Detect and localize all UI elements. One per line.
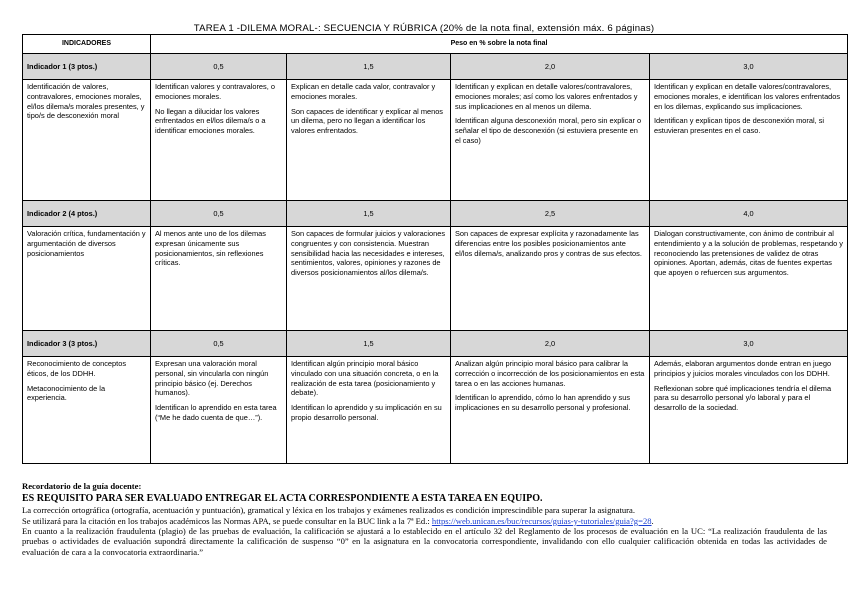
spelling-note: La corrección ortográfica (ortografía, acentuación y puntuación), gramatical y léxica en los trabajos y exámenes realizados es condición imprescindible para superar la asignatura. — [22, 505, 635, 516]
score-cell: 2,0 — [451, 331, 650, 357]
footer-heading: Recordatorio de la guía docente: — [22, 481, 142, 491]
plagiarism-note: En cuanto a la realización fraudulenta (plagio) de las pruebas de evaluación, la calificación se ajustará a lo establecido en el artículo 32 del Reglamento de los procesos de evaluación en la UC: “La realización fraudulenta de las pruebas o actividades de evaluación supondrá directamente la calificación de suspenso “0” en la asignatura en la convocatoria correspondiente, invalidando con ello cualquier calificación obtenida en todas las actividades de evaluación de cara a la convocatoria extraordinaria.” — [22, 525, 827, 557]
score-cell: 2,5 — [451, 201, 650, 227]
level-cell: Al menos ante uno de los dilemas expresan únicamente sus posicionamientos, sin reflexiones críticas. — [151, 227, 287, 331]
indicator-1-score-row — [23, 54, 848, 80]
level-cell: Expresan una valoración moral personal, sin vincularla con ningún principio básico (ej. Derechos humanos). Identifican lo aprendido en esta tarea (“Me he dado cuenta de que…”). — [151, 357, 287, 464]
indicator-description: Valoración crítica, fundamentación y argumentación de diversos posicionamientos — [23, 227, 151, 331]
indicator-3-criteria-row — [23, 357, 848, 464]
level-cell: Identifican algún principio moral básico vinculado con una situación concreta, o en la realización de esta tarea (posicionamiento y debate). Identifican lo aprendido y su implicación en su propio desarrollo personal. — [287, 357, 451, 464]
score-cell: 2,0 — [451, 54, 650, 80]
requirement-notice: ES REQUISITO PARA SER EVALUADO ENTREGAR EL ACTA CORRESPONDIENTE A ESTA TAREA EN EQUIPO. — [22, 493, 543, 505]
score-cell: 0,5 — [151, 201, 287, 227]
score-cell: 3,0 — [650, 331, 848, 357]
indicator-2-score-row — [23, 201, 848, 227]
score-cell: 4,0 — [650, 201, 848, 227]
indicator-3-score-row — [23, 331, 848, 357]
score-cell: 3,0 — [650, 54, 848, 80]
indicators-header: INDICADORES — [23, 35, 151, 54]
indicator-1-criteria-row — [23, 80, 848, 201]
apa-guide-link[interactable]: https://web.unican.es/buc/recursos/guias-y-tutoriales/guia?g=28 — [431, 515, 652, 526]
footer-notes — [22, 481, 827, 557]
level-cell: Son capaces de expresar explícita y razonadamente las diferencias entre los posibles posicionamientos ante el/los dilema/s, analizando pros y contras de sus efectos. — [451, 227, 650, 331]
level-cell: Dialogan constructivamente, con ánimo de contribuir al entendimiento y a la solución de problemas, respetando y reconociendo las pretensiones de validez de otras opiniones. Aportan, además, citas de fuentes expertas que apoyen o refuercen sus argumentos. — [650, 227, 848, 331]
score-cell: 1,5 — [287, 54, 451, 80]
apa-note: Se utilizará para la citación en los trabajos académicos las Normas APA, se puede consultar en la BUC link a la 7ª Ed.: https://web.unican.es/buc/recursos/guias-y-tutoriales/guia?g=28. — [22, 515, 654, 526]
score-cell: 1,5 — [287, 201, 451, 227]
indicator-label: Indicador 3 (3 ptos.) — [23, 331, 151, 357]
score-cell: 0,5 — [151, 54, 287, 80]
level-cell: Identifican y explican en detalle valores/contravalores, emociones morales; así como los valores enfrentados y sus implicaciones en al menos un dilema. Identifican alguna desconexión moral, pero sin explicar o señalar el tipo de desconexión (si estuviera presente en el caso) — [451, 80, 650, 201]
rubric-table — [22, 34, 848, 464]
indicator-2-criteria-row — [23, 227, 848, 331]
header-row — [23, 35, 848, 54]
level-cell: Además, elaboran argumentos donde entran en juego principios y juicios morales vinculados con los DDHH. Reflexionan sobre qué implicaciones tendría el dilema para su desarrollo personal y/o laboral y para el desarrollo de la sociedad. — [650, 357, 848, 464]
indicator-label: Indicador 1 (3 ptos.) — [23, 54, 151, 80]
indicator-description: Identificación de valores, contravalores, emociones morales, el/los dilema/s morales presentes, y tipo/s de desconexión moral — [23, 80, 151, 201]
indicator-label: Indicador 2 (4 ptos.) — [23, 201, 151, 227]
level-cell: Son capaces de formular juicios y valoraciones congruentes y con consistencia. Muestran sensibilidad hacia las necesidades e intereses, sentimientos, valores, opiniones y razones de diversos posicionamientos al/los dilema/s. — [287, 227, 451, 331]
weight-header: Peso en % sobre la nota final — [151, 35, 848, 54]
level-cell: Explican en detalle cada valor, contravalor y emociones morales. Son capaces de identificar y explicar al menos un dilema, pero no llegan a identificar los valores enfrentados. — [287, 80, 451, 201]
level-cell: Identifican valores y contravalores, o emociones morales. No llegan a dilucidar los valores enfrentados en el/los dilema/s o a identificar emociones morales. — [151, 80, 287, 201]
document-title: TAREA 1 -DILEMA MORAL-: SECUENCIA Y RÚBRICA (20% de la nota final, extensión máx. 6 páginas) — [193, 23, 655, 34]
level-cell: Identifican y explican en detalle valores/contravalores, emociones morales, e identifican los valores enfrentados en los dilemas, explicando sus implicaciones. Identifican y explican tipos de desconexión moral, si estuvieran presentes en el caso. — [650, 80, 848, 201]
score-cell: 0,5 — [151, 331, 287, 357]
indicator-description: Reconocimiento de conceptos éticos, de los DDHH. Metaconocimiento de la experiencia. — [23, 357, 151, 464]
level-cell: Analizan algún principio moral básico para calibrar la corrección o incorrección de los posicionamientos en esta tarea o en las acciones humanas. Identifican lo aprendido, cómo lo han aprendido y sus implicaciones en su desarrollo personal y profesional. — [451, 357, 650, 464]
score-cell: 1,5 — [287, 331, 451, 357]
